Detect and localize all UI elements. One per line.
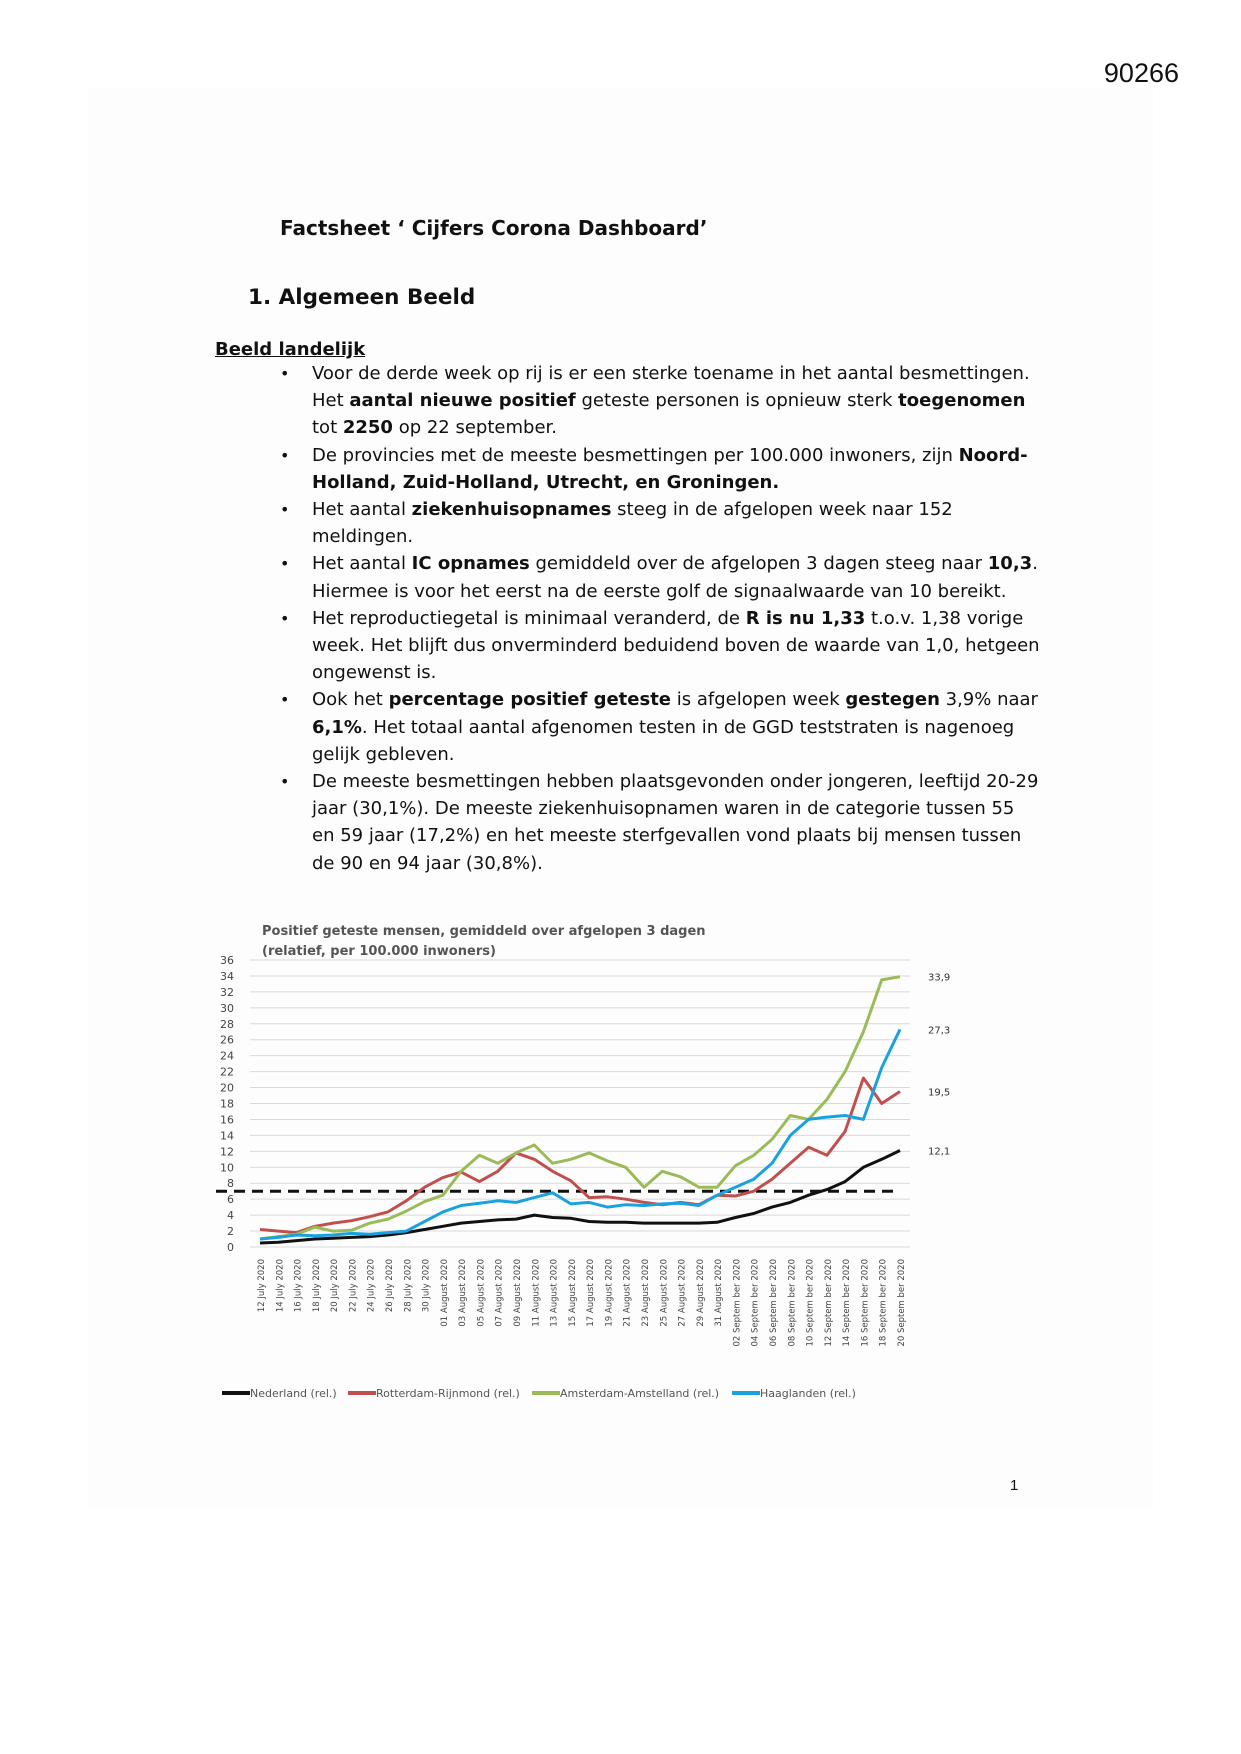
chart-title: Positief geteste mensen, gemiddeld over afgelopen 3 dagen	[262, 924, 706, 939]
x-tick-label: 27 August 2020	[677, 1259, 688, 1327]
y-tick-label: 36	[220, 954, 234, 967]
bullet-bold-text: toegenomen	[898, 390, 1026, 412]
document-id: 90266	[1103, 58, 1179, 88]
x-tick-label: 16 July 2020	[293, 1259, 304, 1313]
x-tick-label: 28 July 2020	[403, 1259, 414, 1313]
x-tick-label: 29 August 2020	[695, 1259, 706, 1327]
bullet-text: tot	[312, 417, 343, 439]
y-tick-label: 20	[220, 1081, 234, 1095]
x-tick-label: 11 August 2020	[531, 1259, 542, 1327]
y-tick-label: 34	[220, 969, 234, 983]
series-end-label: 27,3	[928, 1025, 951, 1037]
legend-label: Haaglanden (rel.)	[760, 1387, 856, 1400]
bullet-bold-text: 10,3	[987, 553, 1033, 575]
y-tick-label: 22	[220, 1065, 234, 1079]
x-tick-label: 20 Septem ber 2020	[897, 1259, 907, 1347]
x-tick-label: 25 August 2020	[659, 1259, 670, 1327]
series-end-label: 19,5	[928, 1087, 951, 1099]
bullet-text: steeg in de afgelopen week naar 152 meldingen.	[312, 499, 953, 548]
x-tick-label: 14 Septem ber 2020	[842, 1259, 853, 1347]
bullet-text: is afgelopen week	[671, 689, 846, 711]
x-tick-label: 22 July 2020	[348, 1259, 359, 1313]
bullet-text: Voor de derde week op rij is er een sterke toename in het aantal besmettingen. Het	[312, 363, 1030, 412]
bullet-text: Het aantal	[312, 499, 412, 521]
x-tick-label: 16 Septem ber 2020	[860, 1259, 871, 1347]
legend-label: Nederland (rel.)	[250, 1387, 337, 1400]
chart-subtitle: (relatief, per 100.000 inwoners)	[262, 944, 496, 959]
x-tick-label: 14 July 2020	[275, 1259, 286, 1313]
bullet-text: De provincies met de meeste besmettingen per 100.000 inwoners, zijn	[312, 444, 959, 466]
series-end-label: 12,1	[928, 1146, 951, 1158]
chart-positief-geteste	[210, 915, 980, 1410]
bullet-item	[280, 686, 1040, 768]
legend-label: Amsterdam-Amstelland (rel.)	[560, 1387, 720, 1400]
x-tick-label: 06 Septem ber 2020	[769, 1259, 779, 1347]
x-tick-label: 12 July 2020	[257, 1259, 267, 1313]
page-number: 1	[1010, 1477, 1019, 1494]
bullet-text: geteste personen is opnieuw sterk	[575, 390, 899, 412]
y-tick-label: 24	[220, 1049, 234, 1063]
y-tick-label: 18	[220, 1097, 234, 1111]
bullet-item	[280, 442, 1040, 496]
bullet-bold-text: 6,1%	[312, 716, 362, 738]
bullet-bold-text: ziekenhuisopnames	[411, 499, 612, 521]
bullet-bold-text: IC opnames	[411, 553, 530, 575]
bullet-item	[280, 550, 1040, 604]
x-tick-label: 01 August 2020	[439, 1259, 450, 1327]
x-tick-label: 18 Septem ber 2020	[878, 1259, 889, 1347]
x-tick-label: 12 Septem ber 2020	[823, 1259, 834, 1347]
x-tick-label: 07 August 2020	[494, 1259, 505, 1327]
x-tick-label: 02 Septem ber 2020	[732, 1259, 743, 1347]
bullet-bold-text: 2250	[342, 417, 393, 439]
bullet-text: op 22 september.	[392, 417, 557, 439]
bullet-item	[280, 768, 1040, 877]
bullet-text: Ook het	[312, 689, 389, 711]
bullet-bold-text: percentage positief geteste	[388, 689, 672, 711]
x-tick-label: 20 July 2020	[330, 1259, 341, 1313]
y-tick-label: 0	[227, 1241, 234, 1254]
y-tick-label: 26	[220, 1033, 234, 1047]
x-tick-label: 15 August 2020	[567, 1259, 578, 1327]
bullet-text: . Hiermee is voor het eerst na de eerste golf de signaalwaarde van 10 bereikt.	[312, 553, 1038, 602]
x-tick-label: 21 August 2020	[622, 1259, 633, 1327]
bullet-bold-text: R is nu 1,33	[745, 607, 866, 629]
bullet-item	[280, 605, 1040, 687]
y-tick-label: 6	[227, 1193, 234, 1207]
document-title: Factsheet ‘ Cijfers Corona Dashboard’	[280, 216, 708, 240]
x-tick-label: 24 July 2020	[366, 1259, 377, 1313]
bullet-text: Het aantal	[312, 553, 412, 575]
y-tick-label: 30	[220, 1001, 234, 1015]
y-tick-label: 8	[227, 1177, 234, 1191]
y-tick-label: 16	[220, 1113, 234, 1127]
x-tick-label: 19 August 2020	[604, 1259, 615, 1327]
x-tick-label: 05 August 2020	[476, 1259, 487, 1327]
x-tick-label: 03 August 2020	[458, 1259, 469, 1327]
x-tick-label: 17 August 2020	[586, 1259, 597, 1327]
x-tick-label: 13 August 2020	[549, 1259, 560, 1327]
y-tick-label: 4	[227, 1209, 234, 1223]
x-tick-label: 10 Septem ber 2020	[805, 1259, 816, 1347]
y-tick-label: 32	[220, 985, 234, 999]
bullet-bold-text: aantal nieuwe positief	[349, 390, 576, 412]
x-tick-label: 08 Septem ber 2020	[787, 1259, 798, 1347]
bullet-bold-text: Noord-Holland, Zuid-Holland, Utrecht, en Groningen.	[312, 444, 1028, 493]
x-tick-label: 30 July 2020	[421, 1259, 432, 1313]
legend-label: Rotterdam-Rijnmond (rel.)	[376, 1387, 520, 1400]
x-tick-label: 26 July 2020	[385, 1259, 395, 1313]
bullet-item	[280, 496, 1040, 550]
bullet-text: gemiddeld over de afgelopen 3 dagen steeg naar	[529, 553, 988, 575]
y-tick-label: 10	[220, 1161, 234, 1175]
series-end-label: 33,9	[928, 972, 951, 984]
x-tick-label: 09 August 2020	[513, 1259, 523, 1327]
y-tick-label: 12	[220, 1145, 234, 1159]
y-tick-label: 14	[220, 1129, 234, 1143]
bullet-text: . Het totaal aantal afgenomen testen in de GGD teststraten is nagenoeg gelijk gebleven.	[312, 716, 1015, 765]
section-heading: 1. Algemeen Beeld	[248, 285, 476, 310]
bullet-text: Het reproductiegetal is minimaal veranderd, de	[312, 607, 746, 629]
bullet-bold-text: gestegen	[845, 689, 940, 711]
bullet-text: 3,9% naar	[939, 689, 1038, 711]
line-chart	[210, 915, 980, 1410]
y-tick-label: 28	[220, 1017, 234, 1031]
x-tick-label: 31 August 2020	[714, 1259, 725, 1327]
bullet-list	[280, 360, 1040, 877]
x-tick-label: 04 Septem ber 2020	[750, 1259, 761, 1347]
y-tick-label: 2	[227, 1225, 234, 1239]
bullet-text: De meeste besmettingen hebben plaatsgevonden onder jongeren, leeftijd 20-29 jaar (30,1%). De meeste ziekenhuisopnamen waren in de categorie tussen 55 en 59 jaar (17,2%) en het meeste sterfgevallen vond plaats bij mensen tussen de 90 en 94 jaar (30,8%).	[312, 771, 1039, 874]
x-tick-label: 18 July 2020	[311, 1259, 322, 1313]
bullet-text: t.o.v. 1,38 vorige week. Het blijft dus onverminderd beduidend boven de waarde van 1,0, hetgeen ongewenst is.	[312, 607, 1040, 684]
bullet-item	[280, 360, 1040, 442]
series-line-4	[260, 1029, 900, 1239]
subheading-beeld-landelijk: Beeld landelijk	[215, 339, 366, 360]
x-tick-label: 23 August 2020	[641, 1259, 651, 1327]
